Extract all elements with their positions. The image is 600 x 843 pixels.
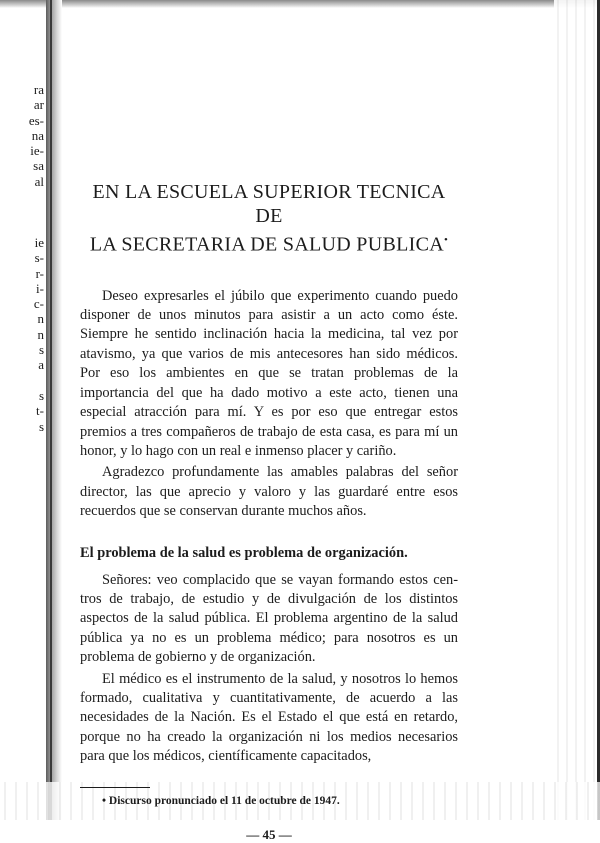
margin-fragment: s: [38, 342, 44, 358]
section-heading: El problema de la salud es problema de organización.: [80, 544, 408, 561]
margin-fragment: es-: [28, 112, 44, 128]
margin-fragment: [4, 220, 44, 235]
margin-fragment: n: [37, 326, 44, 342]
margin-fragment: r-: [35, 265, 44, 281]
margin-fragment: [4, 189, 44, 204]
margin-fragment: n: [37, 311, 44, 327]
margin-fragment: [4, 373, 44, 388]
paragraph-2: Agradezco profundamente las amables palabras del señor director, las que aprecio y valoro y las guardaré entre esos recuerdos que se conservan durante muchos años.: [80, 464, 458, 520]
footnote: • Discurso pronunciado el 11 de octubre de 1947.: [102, 794, 340, 807]
margin-fragment: na: [31, 127, 44, 143]
title-line-1: EN LA ESCUELA SUPERIOR TECNICA DE: [92, 181, 446, 227]
margin-fragment: [4, 204, 44, 219]
margin-fragment: ar: [33, 97, 44, 113]
scan-edge-top: [0, 0, 600, 8]
margin-fragment: sa: [33, 158, 44, 174]
footnote-rule: [80, 787, 150, 788]
margin-fragment: s: [38, 387, 44, 403]
previous-page-fragments: [4, 82, 44, 434]
margin-fragment: ie-: [30, 143, 44, 159]
title-line-2: LA SECRETARIA DE SALUD PUBLICA•: [89, 233, 449, 256]
paragraph-1: Deseo expresarles el júbilo que experimento cuando puedo disponer de unos minutos para asistir a un acto como éste. Siempre he sentido inclinación hacia la medicina, tal vez por atavismo, ya que varios de mis antecesores han sido médicos. Por eso los ambientes en que se tratan problemas de la importancia del que ha dado motivo a este acto, tienen una especial atracción para mí. Y es por eso que entregar estos premios a tres compañeros de trabajo de esta casa, es para mí un honor, y lo hago con un real e inmenso placer y cariño.: [80, 287, 458, 459]
footnote-marker: •: [443, 234, 449, 246]
margin-fragment: s-: [34, 250, 44, 266]
document-page: [80, 180, 458, 843]
book-gutter: [46, 0, 62, 820]
margin-fragment: al: [34, 173, 44, 189]
margin-fragment: c-: [33, 296, 44, 312]
margin-fragment: t-: [36, 403, 44, 419]
page-title: [80, 180, 458, 257]
page-number: — 45 —: [246, 826, 292, 842]
section-paragraph-2: El médico es el instrumento de la salud, y nosotros lo hemos formado, cualitativa y cuantitativamente, de acuerdo a las necesidades de la Nación. Es el Estado el que está en retardo, porque no ha creado la organización ni los medios necesarios para que los médicos, científicamente capacitados,: [80, 670, 458, 765]
margin-fragment: a: [38, 357, 44, 373]
margin-fragment: i-: [36, 280, 44, 296]
margin-fragment: ie: [34, 234, 44, 250]
gutter-line: [50, 0, 52, 820]
section-paragraph-1: Señores: veo complacido que se vayan formando estos centros de trabajo, de estudio y de divulgación de los distintos aspectos de la salud pública. El problema argentino de la salud pública ya no es un problema médico; para nosotros es un problema de gobierno y de organización.: [80, 571, 458, 666]
scan-edge-right: [554, 0, 600, 820]
margin-fragment: ra: [33, 82, 44, 97]
margin-fragment: s: [38, 418, 44, 434]
